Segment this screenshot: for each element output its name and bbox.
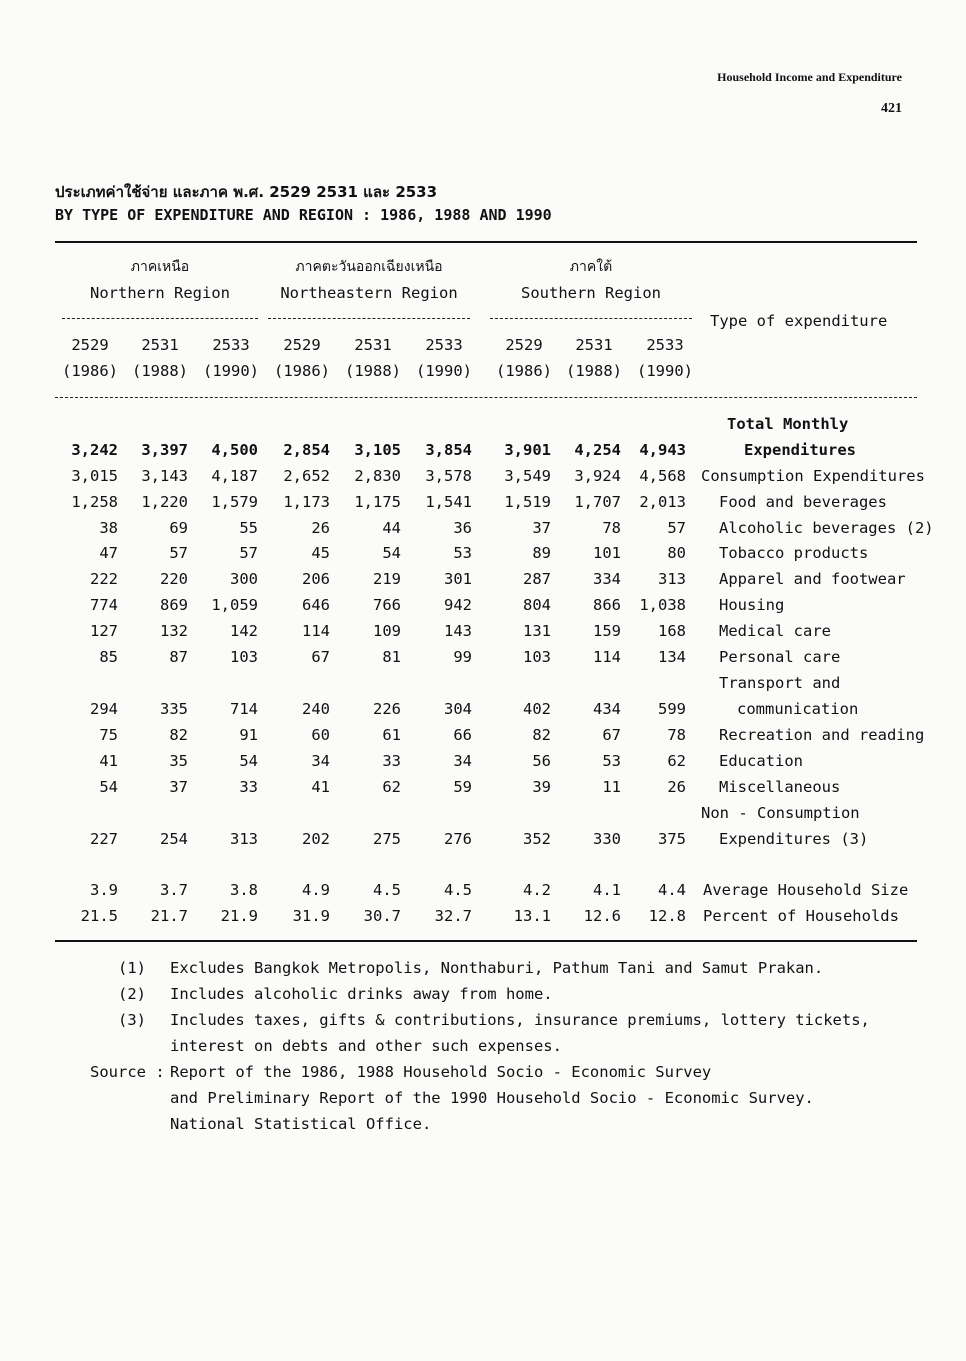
table-cell: 131: [523, 622, 551, 640]
table-cell: 89: [532, 544, 551, 562]
table-cell: 1,519: [504, 493, 551, 511]
row-label: Tobacco products: [719, 544, 869, 562]
table-cell: 3,901: [504, 441, 551, 459]
region-underline: [268, 318, 470, 319]
table-cell: 39: [532, 778, 551, 796]
table-cell: 159: [593, 622, 621, 640]
footnote-text: National Statistical Office.: [170, 1115, 432, 1133]
table-cell: 61: [382, 726, 401, 744]
table-cell: 3,242: [71, 441, 118, 459]
table-cell: 866: [593, 596, 621, 614]
table-cell: 13.1: [513, 907, 551, 925]
table-cell: 80: [667, 544, 686, 562]
table-cell: 81: [382, 648, 401, 666]
year-ce: (1988): [132, 362, 188, 380]
table-cell: 38: [99, 519, 118, 537]
table-cell: 55: [239, 519, 258, 537]
table-cell: 4,254: [574, 441, 621, 459]
table-cell: 220: [160, 570, 188, 588]
table-cell: 45: [311, 544, 330, 562]
footnote-mark: (2): [118, 985, 146, 1003]
year-be: 2529: [505, 336, 543, 354]
table-cell: 142: [230, 622, 258, 640]
table-cell: 219: [373, 570, 401, 588]
table-cell: 11: [602, 778, 621, 796]
year-be: 2531: [575, 336, 613, 354]
table-cell: 47: [99, 544, 118, 562]
table-cell: 4.5: [373, 881, 401, 899]
region-english: Northern Region: [90, 284, 230, 302]
region-thai: ภาคเหนือ: [130, 259, 190, 275]
year-ce: (1988): [566, 362, 622, 380]
table-cell: 21.7: [150, 907, 188, 925]
table-cell: 1,220: [141, 493, 188, 511]
table-cell: 44: [382, 519, 401, 537]
table-cell: 60: [311, 726, 330, 744]
table-cell: 1,038: [639, 596, 686, 614]
table-cell: 3,854: [425, 441, 472, 459]
year-ce: (1986): [496, 362, 552, 380]
table-title-thai: ประเภทค่าใช้จ่าย และภาค พ.ศ. 2529 2531 และ 2533: [55, 183, 438, 201]
table-cell: 287: [523, 570, 551, 588]
table-cell: 41: [99, 752, 118, 770]
year-be: 2529: [283, 336, 321, 354]
table-cell: 4,187: [211, 467, 258, 485]
table-cell: 36: [453, 519, 472, 537]
table-cell: 57: [169, 544, 188, 562]
row-label-continued: communication: [737, 700, 859, 718]
table-cell: 335: [160, 700, 188, 718]
table-cell: 1,059: [211, 596, 258, 614]
row-label: Average Household Size: [703, 881, 909, 899]
table-cell: 1,579: [211, 493, 258, 511]
table-cell: 103: [230, 648, 258, 666]
row-label: Apparel and footwear: [719, 570, 906, 588]
table-cell: 226: [373, 700, 401, 718]
table-cell: 330: [593, 830, 621, 848]
table-cell: 4,943: [639, 441, 686, 459]
footnote-mark: (1): [118, 959, 146, 977]
table-cell: 599: [658, 700, 686, 718]
table-cell: 54: [99, 778, 118, 796]
table-cell: 134: [658, 648, 686, 666]
source-label: Source :: [90, 1063, 165, 1081]
table-cell: 54: [239, 752, 258, 770]
table-cell: 103: [523, 648, 551, 666]
running-title: Household Income and Expenditure: [717, 70, 902, 84]
table-cell: 57: [667, 519, 686, 537]
table-cell: 12.6: [583, 907, 621, 925]
table-cell: 434: [593, 700, 621, 718]
table-cell: 54: [382, 544, 401, 562]
table-cell: 59: [453, 778, 472, 796]
row-label: Percent of Households: [703, 907, 899, 925]
table-cell: 3.7: [160, 881, 188, 899]
footnote-text: Includes taxes, gifts & contributions, insurance premiums, lottery tickets,: [170, 1011, 870, 1029]
table-cell: 114: [302, 622, 330, 640]
row-label: Alcoholic beverages (2): [719, 519, 934, 537]
table-cell: 4.9: [302, 881, 330, 899]
table-cell: 4.5: [444, 881, 472, 899]
table-cell: 34: [311, 752, 330, 770]
table-cell: 1,173: [283, 493, 330, 511]
table-cell: 3,397: [141, 441, 188, 459]
footnote-text: interest on debts and other such expenses.: [170, 1037, 562, 1055]
table-cell: 31.9: [292, 907, 330, 925]
table-cell: 646: [302, 596, 330, 614]
table-cell: 3,015: [71, 467, 118, 485]
table-cell: 4,568: [639, 467, 686, 485]
row-label: Personal care: [719, 648, 841, 666]
table-cell: 62: [667, 752, 686, 770]
table-cell: 168: [658, 622, 686, 640]
table-cell: 75: [99, 726, 118, 744]
region-header-southern: [490, 256, 692, 302]
table-cell: 114: [593, 648, 621, 666]
table-cell: 222: [90, 570, 118, 588]
table-cell: 2,830: [354, 467, 401, 485]
type-of-expenditure-header: Type of expenditure: [710, 312, 888, 330]
table-cell: 2,854: [283, 441, 330, 459]
table-cell: 352: [523, 830, 551, 848]
footnote-text: Report of the 1986, 1988 Household Socio - Economic Survey: [170, 1063, 712, 1081]
table-cell: 82: [169, 726, 188, 744]
table-cell: 127: [90, 622, 118, 640]
table-cell: 143: [444, 622, 472, 640]
footnote-text: Includes alcoholic drinks away from home.: [170, 985, 553, 1003]
table-cell: 82: [532, 726, 551, 744]
table-cell: 3.8: [230, 881, 258, 899]
table-cell: 53: [453, 544, 472, 562]
table-cell: 3,578: [425, 467, 472, 485]
table-cell: 313: [230, 830, 258, 848]
table-cell: 37: [532, 519, 551, 537]
table-cell: 4,500: [211, 441, 258, 459]
table-cell: 3,549: [504, 467, 551, 485]
region-header-northern: [62, 256, 258, 302]
table-cell: 99: [453, 648, 472, 666]
row-label-continued: Expenditures: [744, 441, 856, 459]
row-label: Education: [719, 752, 803, 770]
page-number: 421: [881, 101, 902, 116]
table-cell: 21.5: [80, 907, 118, 925]
table-cell: 4.1: [593, 881, 621, 899]
year-ce: (1990): [203, 362, 259, 380]
year-ce: (1990): [637, 362, 693, 380]
region-underline: [62, 318, 258, 319]
table-cell: 67: [311, 648, 330, 666]
bottom-rule: [55, 940, 917, 942]
table-cell: 774: [90, 596, 118, 614]
table-cell: 4.4: [658, 881, 686, 899]
table-cell: 942: [444, 596, 472, 614]
row-label: Total Monthly: [727, 415, 849, 433]
year-be: 2529: [71, 336, 109, 354]
table-cell: 32.7: [434, 907, 472, 925]
table-cell: 3,105: [354, 441, 401, 459]
table-cell: 53: [602, 752, 621, 770]
table-cell: 304: [444, 700, 472, 718]
region-english: Northeastern Region: [280, 284, 458, 302]
year-be: 2533: [212, 336, 250, 354]
table-cell: 206: [302, 570, 330, 588]
table-cell: 101: [593, 544, 621, 562]
row-label: Medical care: [719, 622, 831, 640]
region-header-northeastern: [268, 256, 470, 302]
table-cell: 375: [658, 830, 686, 848]
table-cell: 21.9: [220, 907, 258, 925]
table-cell: 240: [302, 700, 330, 718]
table-cell: 300: [230, 570, 258, 588]
table-cell: 12.8: [648, 907, 686, 925]
region-underline: [490, 318, 692, 319]
table-cell: 30.7: [363, 907, 401, 925]
table-cell: 2,013: [639, 493, 686, 511]
table-cell: 4.2: [523, 881, 551, 899]
table-cell: 67: [602, 726, 621, 744]
table-cell: 254: [160, 830, 188, 848]
table-cell: 109: [373, 622, 401, 640]
table-cell: 276: [444, 830, 472, 848]
row-label: Recreation and reading: [719, 726, 925, 744]
table-cell: 294: [90, 700, 118, 718]
row-label: Consumption Expenditures: [701, 467, 925, 485]
table-cell: 66: [453, 726, 472, 744]
table-cell: 869: [160, 596, 188, 614]
table-cell: 33: [382, 752, 401, 770]
table-cell: 334: [593, 570, 621, 588]
table-cell: 804: [523, 596, 551, 614]
year-be: 2533: [646, 336, 684, 354]
table-cell: 227: [90, 830, 118, 848]
table-cell: 26: [311, 519, 330, 537]
table-cell: 37: [169, 778, 188, 796]
header-separator: [55, 397, 917, 398]
table-cell: 69: [169, 519, 188, 537]
table-cell: 34: [453, 752, 472, 770]
table-cell: 1,707: [574, 493, 621, 511]
row-label: Food and beverages: [719, 493, 887, 511]
table-cell: 275: [373, 830, 401, 848]
table-cell: 78: [667, 726, 686, 744]
year-ce: (1988): [345, 362, 401, 380]
footnote-text: and Preliminary Report of the 1990 Household Socio - Economic Survey.: [170, 1089, 814, 1107]
table-cell: 202: [302, 830, 330, 848]
table-cell: 33: [239, 778, 258, 796]
table-cell: 766: [373, 596, 401, 614]
table-cell: 78: [602, 519, 621, 537]
table-cell: 402: [523, 700, 551, 718]
table-cell: 1,541: [425, 493, 472, 511]
table-cell: 3,143: [141, 467, 188, 485]
table-cell: 26: [667, 778, 686, 796]
footnote-text: Excludes Bangkok Metropolis, Nonthaburi, Pathum Tani and Samut Prakan.: [170, 959, 824, 977]
table-cell: 132: [160, 622, 188, 640]
table-cell: 1,258: [71, 493, 118, 511]
row-label: Miscellaneous: [719, 778, 841, 796]
region-english: Southern Region: [521, 284, 661, 302]
year-ce: (1986): [62, 362, 118, 380]
year-be: 2533: [425, 336, 463, 354]
table-cell: 91: [239, 726, 258, 744]
table-cell: 301: [444, 570, 472, 588]
top-rule: [55, 241, 917, 243]
table-cell: 313: [658, 570, 686, 588]
table-cell: 714: [230, 700, 258, 718]
table-title-english: BY TYPE OF EXPENDITURE AND REGION : 1986, 1988 AND 1990: [55, 206, 552, 224]
row-label: Non - Consumption: [701, 804, 860, 822]
table-cell: 57: [239, 544, 258, 562]
table-cell: 85: [99, 648, 118, 666]
table-cell: 62: [382, 778, 401, 796]
row-label: Housing: [719, 596, 785, 614]
table-cell: 1,175: [354, 493, 401, 511]
row-label-continued: Expenditures (3): [719, 830, 869, 848]
table-cell: 2,652: [283, 467, 330, 485]
table-cell: 41: [311, 778, 330, 796]
table-cell: 3.9: [90, 881, 118, 899]
row-label: Transport and: [719, 674, 841, 692]
footnote-mark: (3): [118, 1011, 146, 1029]
table-cell: 3,924: [574, 467, 621, 485]
year-be: 2531: [354, 336, 392, 354]
year-ce: (1986): [274, 362, 330, 380]
table-cell: 35: [169, 752, 188, 770]
year-be: 2531: [141, 336, 179, 354]
table-cell: 87: [169, 648, 188, 666]
table-cell: 56: [532, 752, 551, 770]
region-thai: ภาคตะวันออกเฉียงเหนือ: [295, 259, 443, 275]
year-ce: (1990): [416, 362, 472, 380]
region-thai: ภาคใต้: [569, 259, 613, 275]
